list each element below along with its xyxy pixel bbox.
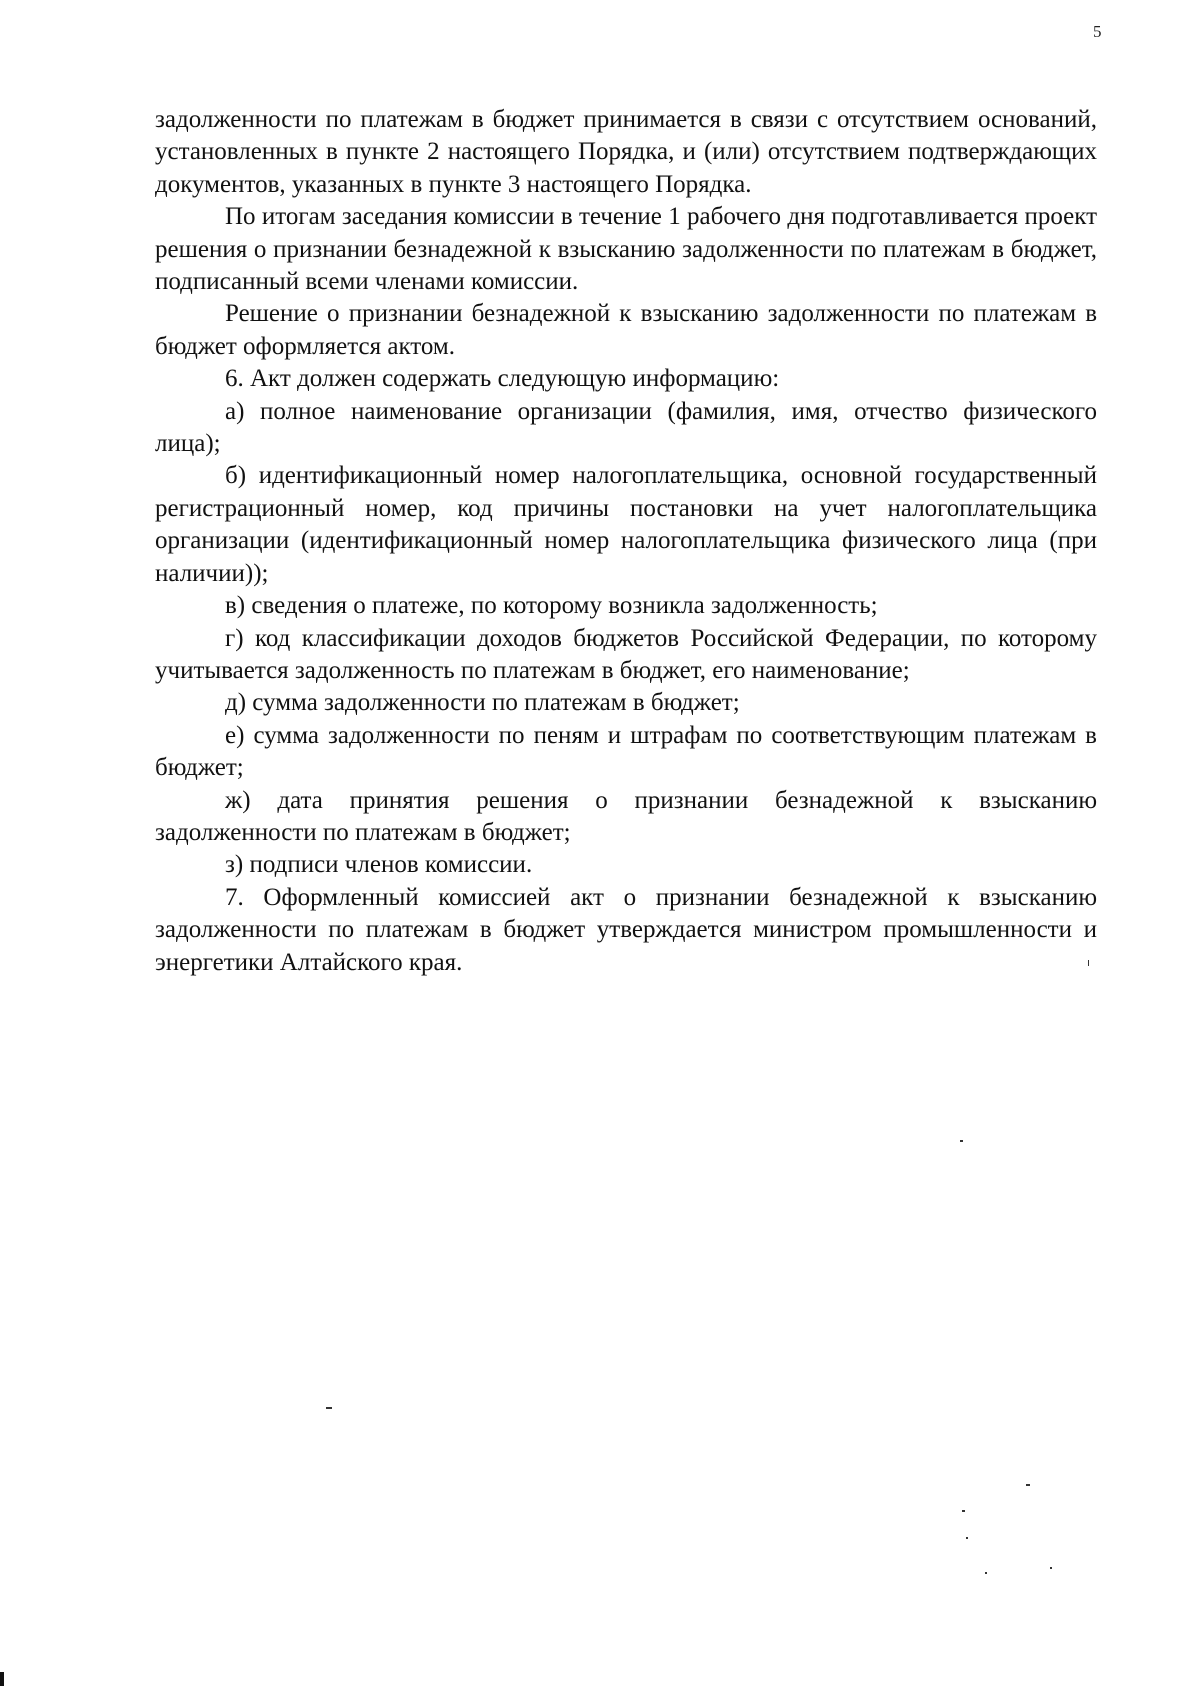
scan-speck: [1026, 1484, 1030, 1486]
list-item-e: е) сумма задолженности по пеням и штрафам по соответствующим платежам в бюджет;: [155, 721, 1097, 782]
list-item-v: в) сведения о платеже, по которому возникла задолженность;: [225, 592, 878, 620]
scan-speck: [985, 1572, 987, 1574]
paragraph-continuation: задолженности по платежам в бюджет принимается в связи с отсутствием оснований, установленных в пункте 2 настоящего Порядка, и (или) отсутствием подтверждающих документов, указанных в пункте 3 настоящего Порядка.: [155, 106, 1097, 198]
list-item-a: а) полное наименование организации (фамилия, имя, отчество физического лица);: [155, 397, 1097, 458]
scan-speck: [962, 1510, 965, 1512]
list-item-d: д) сумма задолженности по платежам в бюджет;: [225, 689, 740, 717]
list-item-zh: ж) дата принятия решения о признании безнадежной к взысканию задолженности по платежам в бюджет;: [155, 786, 1097, 846]
scan-speck: [1088, 960, 1089, 966]
paragraph-decision-act: Решение о признании безнадежной к взысканию задолженности по платежам в бюджет оформляется актом.: [155, 300, 1097, 360]
scan-speck: [1050, 1567, 1052, 1569]
scan-edge-mark: [0, 1672, 4, 1686]
page-number: 5: [1093, 22, 1102, 41]
paragraph-item-7: 7. Оформленный комиссией акт о признании безнадежной к взысканию задолженности по платежам в бюджет утверждается министром промышленности и энергетики Алтайского края.: [155, 883, 1097, 976]
list-item-b: б) идентификационный номер налогоплательщика, основной государственный регистрационный номер, код причины постановки на учет налогоплательщика организации (идентификационный номер налогоплательщика физического лица (при наличии));: [155, 462, 1097, 587]
scan-speck: [326, 1407, 332, 1409]
paragraph-commission-results: По итогам заседания комиссии в течение 1 рабочего дня подготавливается проект решения о признании безнадежной к взысканию задолженности по платежам в бюджет, подписанный всеми членами комиссии.: [155, 203, 1097, 296]
scan-speck: [966, 1537, 968, 1539]
scan-speck: [960, 1140, 963, 1142]
paragraph-item-6-heading: 6. Акт должен содержать следующую информацию:: [225, 365, 780, 393]
document-body: [155, 104, 1097, 979]
list-item-g: г) код классификации доходов бюджетов Российской Федерации, по которому учитывается задолженность по платежам в бюджет, его наименование;: [155, 624, 1097, 684]
list-item-z: з) подписи членов комиссии.: [225, 851, 533, 879]
